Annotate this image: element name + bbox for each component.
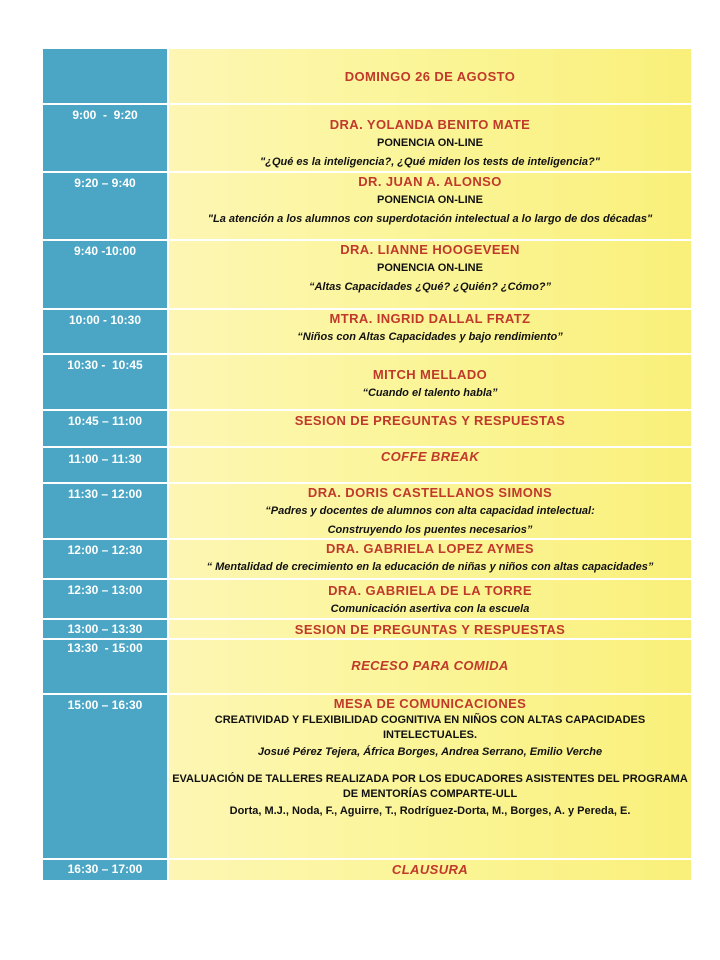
session-cell bbox=[169, 640, 691, 693]
break-label: COFFE BREAK bbox=[380, 449, 480, 464]
session-cell bbox=[169, 695, 691, 858]
qa-session-label: SESION DE PREGUNTAS Y RESPUESTAS bbox=[294, 622, 566, 637]
spacer bbox=[169, 762, 691, 772]
time-cell: 10:30 - 10:45 bbox=[43, 355, 169, 409]
schedule-row bbox=[43, 310, 691, 355]
panel-title: MESA DE COMUNICACIONES bbox=[333, 696, 527, 711]
time-cell: 10:00 - 10:30 bbox=[43, 310, 169, 353]
session-cell bbox=[169, 355, 691, 409]
session-title: "La atención a los alumnos con superdotación intelectual a lo largo de dos décadas" bbox=[207, 213, 653, 225]
paper-2-title: EVALUACIÓN DE TALLERES REALIZADA POR LOS EDUCADORES ASISTENTES DEL PROGRAMA bbox=[172, 773, 688, 785]
schedule-row bbox=[43, 241, 691, 310]
time-cell: 11:30 – 12:00 bbox=[43, 484, 169, 538]
time-cell: 13:30 - 15:00 bbox=[43, 640, 169, 693]
time-cell: 9:20 – 9:40 bbox=[43, 173, 169, 239]
session-title-continued: Construyendo los puentes necesarios” bbox=[327, 524, 533, 536]
header-content-cell bbox=[169, 49, 691, 103]
day-title: DOMINGO 26 DE AGOSTO bbox=[344, 69, 516, 84]
break-label: RECESO PARA COMIDA bbox=[351, 658, 509, 673]
session-cell bbox=[169, 241, 691, 308]
schedule-row bbox=[43, 355, 691, 411]
session-type: PONENCIA ON-LINE bbox=[377, 137, 483, 149]
schedule-row bbox=[43, 448, 691, 484]
closing-label: CLAUSURA bbox=[391, 862, 469, 877]
session-title: “Altas Capacidades ¿Qué? ¿Quién? ¿Cómo?” bbox=[308, 281, 552, 293]
schedule-row bbox=[43, 860, 691, 880]
session-cell bbox=[169, 411, 691, 446]
speaker-name: DRA. LIANNE HOOGEVEEN bbox=[340, 242, 520, 257]
session-cell bbox=[169, 580, 691, 618]
session-title: "¿Qué es la inteligencia?, ¿Qué miden los tests de inteligencia?" bbox=[260, 156, 600, 168]
time-cell: 15:00 – 16:30 bbox=[43, 695, 169, 858]
speaker-name: DRA. GABRIELA LOPEZ AYMES bbox=[326, 541, 534, 556]
session-cell bbox=[169, 310, 691, 353]
schedule-row bbox=[43, 173, 691, 241]
time-cell: 13:00 – 13:30 bbox=[43, 620, 169, 638]
schedule-row bbox=[43, 620, 691, 640]
session-cell bbox=[169, 860, 691, 880]
schedule-row bbox=[43, 411, 691, 448]
time-cell: 9:40 -10:00 bbox=[43, 241, 169, 308]
speaker-name: DR. JUAN A. ALONSO bbox=[358, 174, 502, 189]
time-cell: 11:00 – 11:30 bbox=[43, 448, 169, 482]
session-cell bbox=[169, 105, 691, 171]
schedule-row bbox=[43, 540, 691, 580]
speaker-name: MTRA. INGRID DALLAL FRATZ bbox=[329, 311, 531, 326]
time-cell: 16:30 – 17:00 bbox=[43, 860, 169, 880]
time-cell: 12:00 – 12:30 bbox=[43, 540, 169, 578]
time-cell: 9:00 - 9:20 bbox=[43, 105, 169, 171]
speaker-name: DRA. DORIS CASTELLANOS SIMONS bbox=[307, 485, 553, 500]
schedule-table bbox=[43, 49, 691, 880]
session-cell bbox=[169, 484, 691, 538]
time-cell: 12:30 – 13:00 bbox=[43, 580, 169, 618]
paper-1-title-continued: INTELECTUALES. bbox=[382, 729, 478, 741]
paper-2-authors: Dorta, M.J., Noda, F., Aguirre, T., Rodríguez-Dorta, M., Borges, A. y Pereda, E. bbox=[229, 805, 631, 817]
qa-session-label: SESION DE PREGUNTAS Y RESPUESTAS bbox=[294, 413, 566, 428]
paper-1-title: CREATIVIDAD Y FLEXIBILIDAD COGNITIVA EN NIÑOS CON ALTAS CAPACIDADES bbox=[214, 714, 646, 726]
session-type: PONENCIA ON-LINE bbox=[377, 262, 483, 274]
schedule-row bbox=[43, 695, 691, 860]
session-title: Comunicación asertiva con la escuela bbox=[330, 603, 530, 615]
session-cell bbox=[169, 620, 691, 638]
schedule-row bbox=[43, 580, 691, 620]
header-time-cell bbox=[43, 49, 169, 103]
schedule-row bbox=[43, 105, 691, 173]
session-title: “ Mentalidad de crecimiento en la educación de niñas y niños con altas capacidades” bbox=[206, 561, 654, 573]
schedule-row bbox=[43, 640, 691, 695]
paper-1-authors: Josué Pérez Tejera, África Borges, Andrea Serrano, Emilio Verche bbox=[257, 746, 603, 758]
session-cell bbox=[169, 173, 691, 239]
schedule-row bbox=[43, 484, 691, 540]
session-type: PONENCIA ON-LINE bbox=[377, 194, 483, 206]
speaker-name: DRA. YOLANDA BENITO MATE bbox=[329, 117, 531, 132]
speaker-name: MITCH MELLADO bbox=[372, 367, 488, 382]
paper-2-title-continued: DE MENTORÍAS COMPARTE-ULL bbox=[342, 788, 518, 800]
session-title: “Cuando el talento habla” bbox=[362, 387, 498, 399]
session-cell bbox=[169, 448, 691, 482]
time-cell: 10:45 – 11:00 bbox=[43, 411, 169, 446]
header-row bbox=[43, 49, 691, 105]
session-title: “Niños con Altas Capacidades y bajo rendimiento” bbox=[297, 331, 563, 343]
speaker-name: DRA. GABRIELA DE LA TORRE bbox=[328, 583, 532, 598]
session-title: “Padres y docentes de alumnos con alta capacidad intelectual: bbox=[265, 505, 595, 517]
session-cell bbox=[169, 540, 691, 578]
